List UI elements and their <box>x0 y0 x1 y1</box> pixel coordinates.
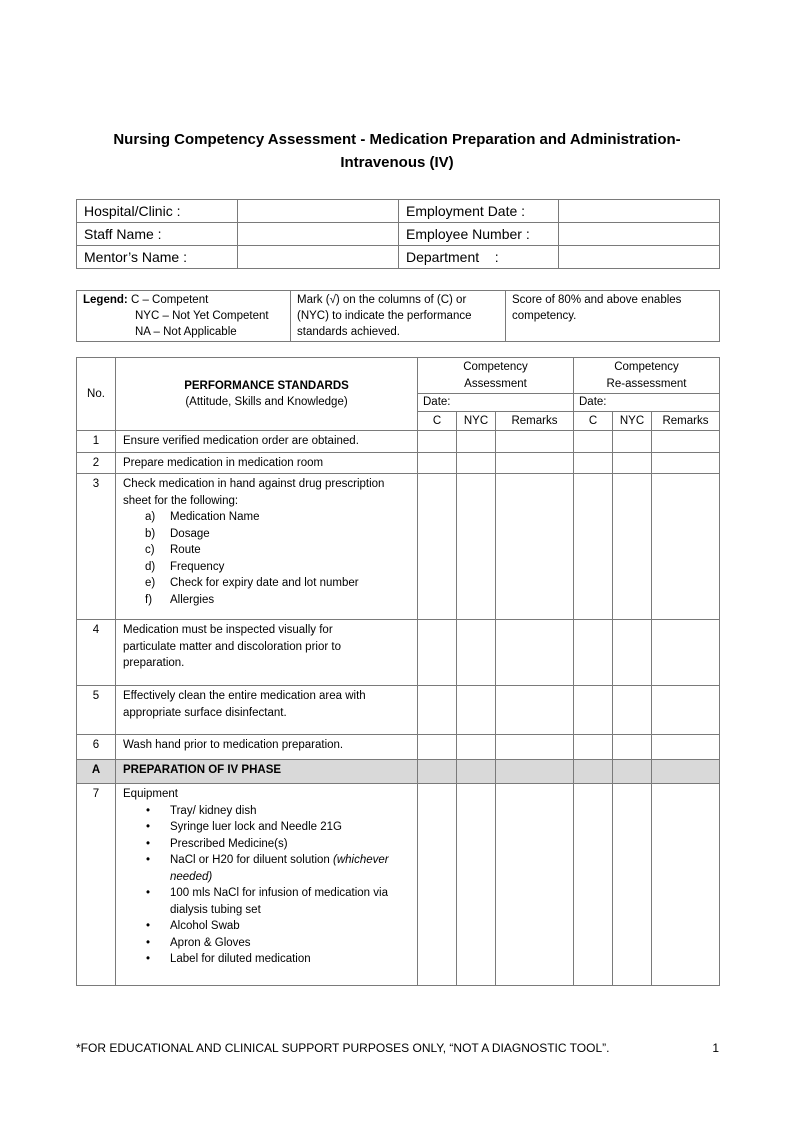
row-4-line-1: Medication must be inspected visually for <box>123 624 333 636</box>
list-item <box>145 852 412 885</box>
list-item <box>145 951 412 968</box>
employment-date-field[interactable] <box>559 200 720 223</box>
row-standard <box>116 784 418 986</box>
section-letter: A <box>77 760 116 784</box>
check-cell[interactable] <box>457 474 496 620</box>
row-number: 6 <box>77 735 116 760</box>
list-item <box>145 819 412 836</box>
row-standard <box>116 686 418 735</box>
bullet-icon: • <box>146 804 151 817</box>
list-item <box>145 559 412 576</box>
remarks-cell[interactable] <box>496 431 574 453</box>
list-item <box>145 592 412 609</box>
bullet-icon: • <box>146 953 151 965</box>
remarks-cell[interactable] <box>652 784 720 986</box>
item-text: Tray/ kidney dish <box>170 804 257 817</box>
section-cell <box>652 760 720 784</box>
staff-name-field[interactable] <box>238 223 399 246</box>
list-item <box>145 836 412 853</box>
table-row <box>77 784 720 986</box>
assessment-date[interactable]: Date: <box>418 394 574 412</box>
check-cell[interactable] <box>613 784 652 986</box>
remarks-cell[interactable] <box>496 784 574 986</box>
item-text: Allergies <box>170 593 215 606</box>
score-line-1: Score of 80% and above enables <box>512 294 682 306</box>
row-4-line-3: preparation. <box>123 657 185 669</box>
standards-title: PERFORMANCE STANDARDS <box>184 379 349 392</box>
table-row <box>77 474 720 620</box>
check-cell[interactable] <box>457 784 496 986</box>
document-title <box>60 128 734 174</box>
assessment-nyc-header: NYC <box>457 412 496 431</box>
legend-na: NA – Not Applicable <box>135 326 237 338</box>
table-row <box>77 620 720 686</box>
list-item <box>145 575 412 592</box>
row-standard <box>116 620 418 686</box>
legend-codes <box>77 291 291 342</box>
list-item <box>145 542 412 559</box>
check-cell[interactable] <box>613 735 652 760</box>
check-cell[interactable] <box>418 735 457 760</box>
row-3-line-2: sheet for the following: <box>123 494 239 507</box>
reassessment-line-2: Re-assessment <box>606 377 687 390</box>
assessment-c-header: C <box>418 412 457 431</box>
check-cell[interactable] <box>613 431 652 453</box>
remarks-cell[interactable] <box>496 452 574 474</box>
item-note: (whichever needed) <box>170 854 389 883</box>
list-item <box>145 935 412 952</box>
remarks-cell[interactable] <box>652 620 720 686</box>
row-number: 5 <box>77 686 116 735</box>
legend-table <box>76 290 720 342</box>
remarks-cell[interactable] <box>652 431 720 453</box>
row-5-line-2: appropriate surface disinfectant. <box>123 706 287 719</box>
score-line-2: competency. <box>512 310 577 322</box>
remarks-cell[interactable] <box>496 686 574 735</box>
list-item <box>145 509 412 526</box>
check-cell[interactable] <box>418 784 457 986</box>
row-4-line-2: particulate matter and discoloration prior to <box>123 640 341 653</box>
row-standard <box>116 474 418 620</box>
remarks-cell[interactable] <box>652 686 720 735</box>
remarks-cell[interactable] <box>652 735 720 760</box>
legend-heading: Legend: <box>83 294 128 306</box>
legend-score-note <box>506 291 720 342</box>
row-standard: Ensure verified medication order are obtained. <box>116 431 418 453</box>
check-cell[interactable] <box>574 620 613 686</box>
item-text: Check for expiry date and lot number <box>170 577 359 589</box>
assessment-line-1: Competency <box>463 361 528 373</box>
staff-info-table <box>76 199 720 269</box>
check-cell[interactable] <box>418 686 457 735</box>
item-text: Apron & Gloves <box>170 936 251 949</box>
table-row <box>77 686 720 735</box>
row-5-line-1: Effectively clean the entire medication area with <box>123 690 366 702</box>
col-no-header: No. <box>77 358 116 431</box>
check-cell[interactable] <box>418 452 457 474</box>
page-footer <box>76 1041 719 1055</box>
item-marker: c) <box>145 544 155 556</box>
check-cell[interactable] <box>418 620 457 686</box>
item-text: Label for diluted medication <box>170 953 311 965</box>
bullet-icon: • <box>146 821 151 833</box>
section-cell <box>457 760 496 784</box>
equipment-list <box>123 803 412 968</box>
bullet-icon: • <box>146 920 151 932</box>
mark-line-2: (NYC) to indicate the performance <box>297 310 472 322</box>
remarks-cell[interactable] <box>496 620 574 686</box>
list-item <box>145 526 412 543</box>
list-item <box>145 918 412 935</box>
row-number: 2 <box>77 452 116 474</box>
department-field[interactable] <box>559 246 720 269</box>
section-cell <box>496 760 574 784</box>
staff-name-label: Staff Name : <box>77 223 238 246</box>
bullet-icon: • <box>146 936 151 949</box>
table-row <box>77 452 720 474</box>
reassessment-c-header: C <box>574 412 613 431</box>
section-row <box>77 760 720 784</box>
row-standard: Prepare medication in medication room <box>116 452 418 474</box>
col-standards-header <box>116 358 418 431</box>
row-number: 1 <box>77 431 116 453</box>
title-line-2: Intravenous (IV) <box>340 154 454 171</box>
equipment-heading: Equipment <box>123 788 178 800</box>
employee-number-label: Employee Number : <box>399 223 559 246</box>
list-item <box>145 885 412 918</box>
legend-mark-instruction <box>291 291 506 342</box>
item-text: Prescribed Medicine(s) <box>170 837 288 850</box>
check-cell[interactable] <box>574 784 613 986</box>
remarks-cell[interactable] <box>652 474 720 620</box>
section-cell <box>574 760 613 784</box>
row-3-line-1: Check medication in hand against drug prescription <box>123 478 385 490</box>
employment-date-label: Employment Date : <box>399 200 559 223</box>
check-cell[interactable] <box>457 686 496 735</box>
item-marker: e) <box>145 577 156 589</box>
check-cell[interactable] <box>574 474 613 620</box>
row-number: 3 <box>77 474 116 620</box>
check-cell[interactable] <box>418 431 457 453</box>
footer-note: *FOR EDUCATIONAL AND CLINICAL SUPPORT PURPOSES ONLY, “NOT A DIAGNOSTIC TOOL”. <box>76 1041 610 1055</box>
department-label: Department : <box>399 246 559 269</box>
performance-standards-table <box>76 357 720 986</box>
legend-competent: C – Competent <box>130 294 209 306</box>
remarks-cell[interactable] <box>652 452 720 474</box>
row-standard: Wash hand prior to medication preparation. <box>116 735 418 760</box>
page-number: 1 <box>712 1041 719 1055</box>
item-marker: b) <box>145 527 156 540</box>
check-items-list <box>123 509 412 608</box>
check-cell[interactable] <box>457 452 496 474</box>
item-text: NaCl or H20 for diluent solution <box>170 854 330 866</box>
mentor-name-label: Mentor’s Name : <box>77 246 238 269</box>
reassessment-remarks-header: Remarks <box>652 412 720 431</box>
reassessment-line-1: Competency <box>614 361 679 373</box>
remarks-cell[interactable] <box>496 474 574 620</box>
check-cell[interactable] <box>574 686 613 735</box>
check-cell[interactable] <box>613 620 652 686</box>
bullet-icon: • <box>146 837 151 850</box>
section-title: PREPARATION OF IV PHASE <box>116 760 418 784</box>
item-marker: d) <box>145 560 156 573</box>
reassessment-date[interactable]: Date: <box>574 394 720 412</box>
check-cell[interactable] <box>457 735 496 760</box>
reassessment-nyc-header: NYC <box>613 412 652 431</box>
item-text: Route <box>170 544 201 556</box>
check-cell[interactable] <box>457 620 496 686</box>
table-row <box>77 431 720 453</box>
item-text: Frequency <box>170 560 225 573</box>
section-cell <box>613 760 652 784</box>
mentor-name-field[interactable] <box>238 246 399 269</box>
assessment-remarks-header: Remarks <box>496 412 574 431</box>
item-text: 100 mls NaCl for infusion of medication via dialysis tubing set <box>170 887 388 916</box>
item-text: Alcohol Swab <box>170 920 240 932</box>
check-cell[interactable] <box>574 452 613 474</box>
remarks-cell[interactable] <box>496 735 574 760</box>
item-marker: f) <box>145 593 153 606</box>
item-text: Dosage <box>170 527 210 540</box>
check-cell[interactable] <box>574 735 613 760</box>
reassessment-header <box>574 358 720 394</box>
hospital-field[interactable] <box>238 200 399 223</box>
section-cell <box>418 760 457 784</box>
table-row <box>77 735 720 760</box>
standards-subtitle: (Attitude, Skills and Knowledge) <box>185 396 348 408</box>
check-cell[interactable] <box>574 431 613 453</box>
check-cell[interactable] <box>418 474 457 620</box>
mark-line-1: Mark (√) on the columns of (C) or <box>297 294 467 306</box>
assessment-header <box>418 358 574 394</box>
row-number: 7 <box>77 784 116 986</box>
row-number: 4 <box>77 620 116 686</box>
check-cell[interactable] <box>613 686 652 735</box>
legend-nyc: NYC – Not Yet Competent <box>135 310 269 322</box>
item-marker: a) <box>145 511 156 523</box>
hospital-label: Hospital/Clinic : <box>77 200 238 223</box>
check-cell[interactable] <box>613 474 652 620</box>
item-text: Syringe luer lock and Needle 21G <box>170 821 342 833</box>
item-text: Medication Name <box>170 511 260 523</box>
bullet-icon: • <box>146 854 151 866</box>
check-cell[interactable] <box>457 431 496 453</box>
list-item <box>145 803 412 820</box>
bullet-icon: • <box>146 887 151 899</box>
title-line-1: Nursing Competency Assessment - Medication Preparation and Administration- <box>113 131 681 148</box>
check-cell[interactable] <box>613 452 652 474</box>
assessment-line-2: Assessment <box>464 377 527 390</box>
employee-number-field[interactable] <box>559 223 720 246</box>
mark-line-3: standards achieved. <box>297 326 400 338</box>
